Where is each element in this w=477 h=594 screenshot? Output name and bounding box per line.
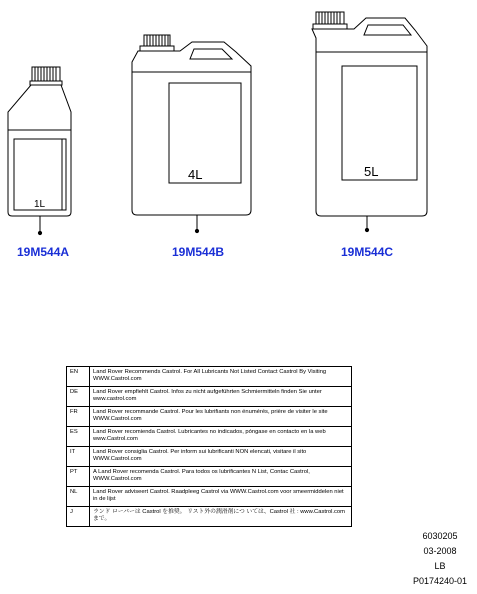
recommendation-text: Land Rover Recommends Castrol. For All Lubricants Not Listed Contact Castrol By Visiting WWW.Castrol.com	[90, 367, 352, 387]
table-row	[67, 487, 352, 507]
container-5l-jerrycan	[312, 12, 427, 216]
table-row	[67, 467, 352, 487]
recommendation-text: Land Rover empfiehlt Castrol. Infos zu nicht aufgeführten Schmiermitteln finden Sie unter www.castrol.com	[90, 387, 352, 407]
drawing-number: P0174240-01	[412, 576, 467, 586]
reference-block	[413, 529, 467, 589]
volume-label-5l: 5L	[364, 164, 379, 179]
recommendation-text: Land Rover recommande Castrol. Pour les lubrifiants non énumérés, prière de visiter le site WWW.Castrol.com	[90, 407, 352, 427]
language-code: EN	[67, 367, 90, 387]
leader-dot-1l	[38, 231, 41, 234]
language-code: DE	[67, 387, 90, 407]
language-code: IT	[67, 447, 90, 467]
part-number-4l: 19M544B	[172, 245, 225, 259]
language-code: FR	[67, 407, 90, 427]
language-code: NL	[67, 487, 90, 507]
table-row	[67, 447, 352, 467]
recommendation-text: ランド ローバーは Castrol を推奨。 リスト外の潤滑剤につ いては、Castrol 社 : www.Castrol.com まで。	[90, 507, 352, 527]
table-row	[67, 407, 352, 427]
reference-date: 03-2008	[423, 546, 457, 556]
part-number-5l: 19M544C	[341, 245, 394, 259]
table-row	[67, 507, 352, 527]
table-row	[67, 367, 352, 387]
part-number-1l: 19M544A	[17, 245, 70, 259]
recommendation-text: Land Rover consiglia Castrol. Per inform sui lubrificanti NON elencati, visitare il sito WWW.Castrol.com	[90, 447, 352, 467]
container-1l-bottle	[8, 67, 71, 216]
volume-label-4l: 4L	[188, 167, 203, 182]
recommendation-text: A Land Rover recomenda Castrol. Para todos os lubrificantes N List, Contac Castrol, WWW.Castrol.com	[90, 467, 352, 487]
table-row	[67, 427, 352, 447]
container-4l-jerrycan	[132, 35, 251, 215]
castrol-recommendation-table	[66, 366, 352, 527]
recommendation-text: Land Rover adviseert Castrol. Raadpleeg Castrol via WWW.Castrol.com voor smeermiddelen niet in de lijst	[90, 487, 352, 507]
table-row	[67, 387, 352, 407]
leader-dot-4l	[195, 229, 198, 232]
language-code: J	[67, 507, 90, 527]
leader-dot-5l	[365, 228, 368, 231]
reference-code: 6030205	[422, 531, 458, 541]
volume-label-1l: 1L	[34, 199, 46, 210]
language-code: PT	[67, 467, 90, 487]
language-code: ES	[67, 427, 90, 447]
reference-region: LB	[434, 561, 446, 571]
recommendation-text: Land Rover recomienda Castrol. Lubricantes no indicados, póngase en contacto en la web www.Castrol.com	[90, 427, 352, 447]
oil-containers-illustration	[0, 0, 477, 270]
